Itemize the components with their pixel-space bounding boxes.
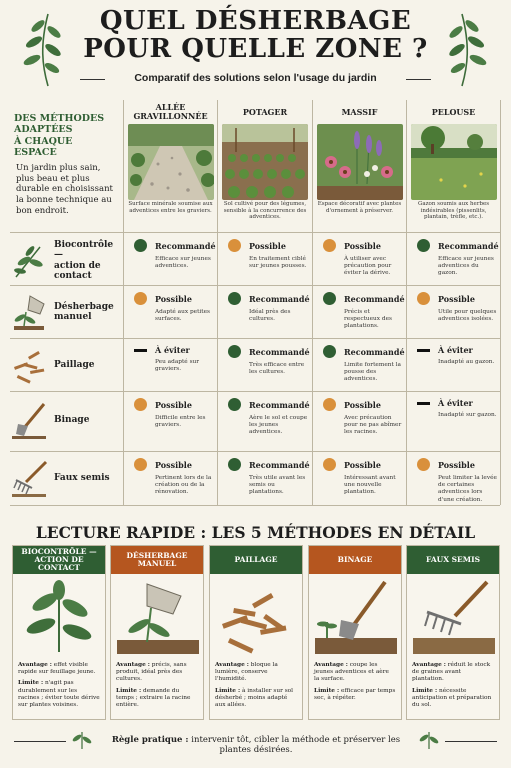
possible-dot-icon (323, 458, 336, 471)
status-indicator (228, 458, 308, 471)
footer-rule-left (14, 741, 66, 742)
status-indicator (323, 345, 403, 358)
status-indicator (228, 398, 308, 411)
zone-caption-pelouse: Gazon soumis aux herbes indésirables (pissenlits, plantain, trèfle, etc.). (417, 201, 490, 221)
status-indicator (228, 292, 308, 305)
card-paillage (209, 545, 303, 720)
possible-dot-icon (134, 458, 147, 471)
card-text: Avantage : effet visible rapide sur feuillage jeune. Limite : n'agit pas durablement sur les racines ; éviter toute dérive sur plantes voisines. (18, 662, 100, 709)
lawn-illustration (411, 124, 497, 200)
matrix-cell (313, 339, 407, 384)
cell-note: Peu adapté sur graviers. (155, 359, 200, 373)
method-label-biocontrole: Biocontrôle — (54, 240, 114, 261)
recommended-dot-icon (417, 239, 430, 252)
card-text: Avantage : précis, sans produit, idéal près des cultures. Limite : demande du temps ; extraire la racine entière. (116, 662, 191, 709)
status-indicator (417, 398, 497, 408)
right-leaf-sprig-icon (446, 10, 492, 88)
cell-note: À utiliser avec précaution pour éviter la dérive. (344, 256, 392, 277)
cell-note: Difficile entre les graviers. (155, 415, 206, 429)
matrix-cell (218, 452, 312, 497)
mulch-illustration (216, 578, 298, 654)
card-header: PAILLAGE (210, 546, 302, 574)
card-header: FAUX SEMIS (407, 546, 499, 574)
status-label: À éviter (438, 345, 473, 355)
status-label: Recommandé (344, 346, 405, 357)
status-label: Recommandé (155, 240, 216, 251)
status-indicator (134, 458, 214, 471)
matrix-cell (124, 392, 218, 429)
matrix-cell (313, 233, 407, 278)
avoid-dash-icon (417, 349, 430, 352)
status-indicator (228, 345, 308, 358)
status-label: Possible (438, 459, 475, 470)
recommended-dot-icon (228, 458, 241, 471)
method-label-faux-semis: Faux semis (54, 472, 110, 483)
matrix-cell (218, 339, 312, 376)
zone-header-massif: MASSIF (341, 107, 378, 117)
card-faux-semis (406, 545, 500, 720)
status-indicator (134, 292, 214, 305)
cell-note: Avec précaution pour ne pas abîmer les racines. (344, 415, 402, 436)
zone-caption-allee: Surface minérale soumise aux adventices entre les graviers. (128, 201, 213, 214)
cell-note: En traitement ciblé sur jeunes pousses. (249, 256, 307, 270)
matrix-cell (218, 286, 312, 323)
method-row-binage (10, 400, 122, 440)
matrix-cell (407, 233, 501, 278)
zone-header-pelouse: PELOUSE (431, 107, 476, 117)
method-row-manuel: Désherbage manuel (10, 292, 122, 332)
method-label-binage: Binage (54, 414, 90, 425)
cell-note: Efficace sur jeunes adventices. (155, 256, 211, 270)
zone-header-allee: ALLÉE GRAVILLONNÉE (133, 102, 208, 121)
status-label: Recommandé (249, 293, 310, 304)
cell-note: Inadapté sur gazon. (438, 412, 497, 418)
recommended-dot-icon (323, 345, 336, 358)
cell-note: Adapté aux petites surfaces. (155, 309, 211, 323)
vegetable-garden-illustration (222, 124, 308, 200)
hoe-icon (10, 400, 50, 440)
status-label: Possible (344, 399, 381, 410)
card-header: BIOCONTRÔLE — ACTION DE CONTACT (13, 546, 105, 574)
method-row-paillage (10, 345, 122, 385)
card-header: BINAGE (309, 546, 401, 574)
status-indicator (417, 345, 497, 355)
cell-note: Pertinent lors de la création ou de la rénovation. (155, 475, 212, 496)
cell-note: Précis et respectueux des plantations. (344, 309, 393, 330)
hoe-illustration (315, 578, 397, 654)
intro-text: Un jardin plus sain, plus beau et plus durable en choisissant la bonne technique au bon endroit. (16, 163, 113, 216)
status-label: Possible (344, 240, 381, 251)
matrix-cell (124, 339, 218, 373)
flower-bed-illustration (317, 124, 403, 200)
matrix-cell (124, 452, 218, 497)
footer-rule-right (445, 741, 497, 742)
status-label: Recommandé (438, 240, 499, 251)
status-label: Possible (155, 293, 192, 304)
footer-leaf-icon (72, 728, 92, 750)
matrix-cell (218, 233, 312, 270)
recommended-dot-icon (228, 292, 241, 305)
status-label: À éviter (438, 398, 473, 408)
cell-note: Peut limiter la levée de certaines adventices lors d'une création. (438, 475, 497, 503)
status-label: Recommandé (249, 399, 310, 410)
possible-dot-icon (417, 458, 430, 471)
possible-dot-icon (228, 239, 241, 252)
card-binage (308, 545, 402, 720)
mulch-icon (10, 345, 50, 385)
cell-note: Limite fortement la pousse des adventices. (344, 362, 401, 383)
card-text: Avantage : réduit le stock de graines avant plantation. Limite : nécessite anticipation et préparation du sol. (412, 662, 492, 709)
avoid-dash-icon (134, 349, 147, 352)
status-indicator (417, 292, 497, 305)
method-label-paillage: Paillage (54, 359, 95, 370)
zone-caption-potager: Sol cultivé pour des légumes, sensible à la concurrence des adventices. (223, 201, 307, 221)
gravel-path-illustration (128, 124, 214, 200)
cell-note: Aère le sol et coupe les jeunes adventices. (249, 415, 308, 436)
avoid-dash-icon (417, 402, 430, 405)
status-label: Recommandé (344, 293, 405, 304)
leaf-branch-icon (10, 241, 50, 281)
footer-rule-text: Règle pratique : intervenir tôt, cibler la méthode et préserver les plantes désirées. (111, 735, 401, 755)
status-indicator (323, 239, 403, 252)
possible-dot-icon (417, 292, 430, 305)
matrix-cell (313, 452, 407, 497)
plant-illustration (19, 578, 101, 654)
status-label: Possible (438, 293, 475, 304)
matrix-cell (407, 286, 501, 323)
status-label: Recommandé (249, 346, 310, 357)
status-indicator (323, 292, 403, 305)
section-title: LECTURE RAPIDE : LES 5 MÉTHODES EN DÉTAIL (35, 523, 476, 542)
footer-leaf-icon-right (419, 728, 439, 750)
method-row-faux-semis (10, 458, 122, 498)
subtitle-rule-right (406, 79, 431, 80)
recommended-dot-icon (228, 398, 241, 411)
intro-heading: DES MÉTHODES ADAPTÉES À CHAQUE ESPACE (14, 113, 105, 159)
matrix-cell (124, 286, 218, 323)
matrix-cell (407, 392, 501, 419)
recommended-dot-icon (323, 292, 336, 305)
status-indicator (134, 239, 214, 252)
matrix-cell (313, 392, 407, 437)
left-leaf-sprig-icon (18, 10, 64, 88)
rake-icon (10, 458, 50, 498)
cell-note: Intéressant avant une nouvelle plantation. (344, 475, 396, 496)
recommended-dot-icon (228, 345, 241, 358)
zone-caption-massif: Espace décoratif avec plantes d'ornement à préserver. (317, 201, 402, 214)
method-row-biocontrole: Biocontrôle — action de contact (10, 240, 122, 281)
cell-note: Inadapté au gazon. (438, 359, 495, 365)
cell-note: Très utile avant les semis ou plantations. (249, 475, 306, 496)
matrix-cell (407, 339, 501, 366)
page-subtitle: Comparatif des solutions selon l'usage du jardin (134, 72, 377, 84)
card-header: DÉSHERBAGE MANUEL (111, 546, 203, 574)
cell-note: Très efficace entre les cultures. (249, 362, 305, 376)
status-label: Possible (344, 459, 381, 470)
possible-dot-icon (134, 398, 147, 411)
status-label: Possible (155, 459, 192, 470)
possible-dot-icon (134, 292, 147, 305)
recommended-dot-icon (134, 239, 147, 252)
page-title-line2: POUR QUELLE ZONE ? (83, 34, 428, 64)
cell-note: Idéal près des cultures. (249, 309, 291, 323)
gloved-hand-icon (10, 292, 50, 332)
status-label: Recommandé (249, 459, 310, 470)
status-indicator (323, 458, 403, 471)
rake-illustration (413, 578, 495, 654)
matrix-cell (218, 392, 312, 437)
status-label: Possible (249, 240, 286, 251)
status-label: Possible (155, 399, 192, 410)
matrix-cell (407, 452, 501, 504)
card-text: Avantage : coupe les jeunes adventices et aère la surface. Limite : efficace par temps sec, à répéter. (314, 662, 396, 701)
status-indicator (417, 239, 497, 252)
possible-dot-icon (323, 398, 336, 411)
status-label: À éviter (155, 345, 190, 355)
matrix-cell (124, 233, 218, 270)
cell-note: Utile pour quelques adventices isolées. (438, 309, 497, 323)
page-title-line1: QUEL DÉSHERBAGE (99, 6, 412, 36)
grid-line (10, 505, 500, 506)
zone-header-potager: POTAGER (242, 107, 288, 117)
gloved-hand-illustration (117, 578, 199, 654)
status-indicator (134, 398, 214, 411)
card-desherbage-manuel (110, 545, 204, 720)
status-indicator (134, 345, 214, 355)
matrix-cell (313, 286, 407, 331)
status-indicator (417, 458, 497, 471)
cell-note: Efficace sur jeunes adventices du gazon. (438, 256, 494, 277)
method-label-manuel: Désherbage (54, 301, 114, 312)
subtitle-rule-left (80, 79, 105, 80)
card-text: Avantage : bloque la lumière, conserve l'humidité. Limite : à installer sur sol désherbé ; moins adapté aux allées. (215, 662, 294, 709)
possible-dot-icon (323, 239, 336, 252)
status-indicator (323, 398, 403, 411)
card-biocontrole (12, 545, 106, 720)
status-indicator (228, 239, 308, 252)
